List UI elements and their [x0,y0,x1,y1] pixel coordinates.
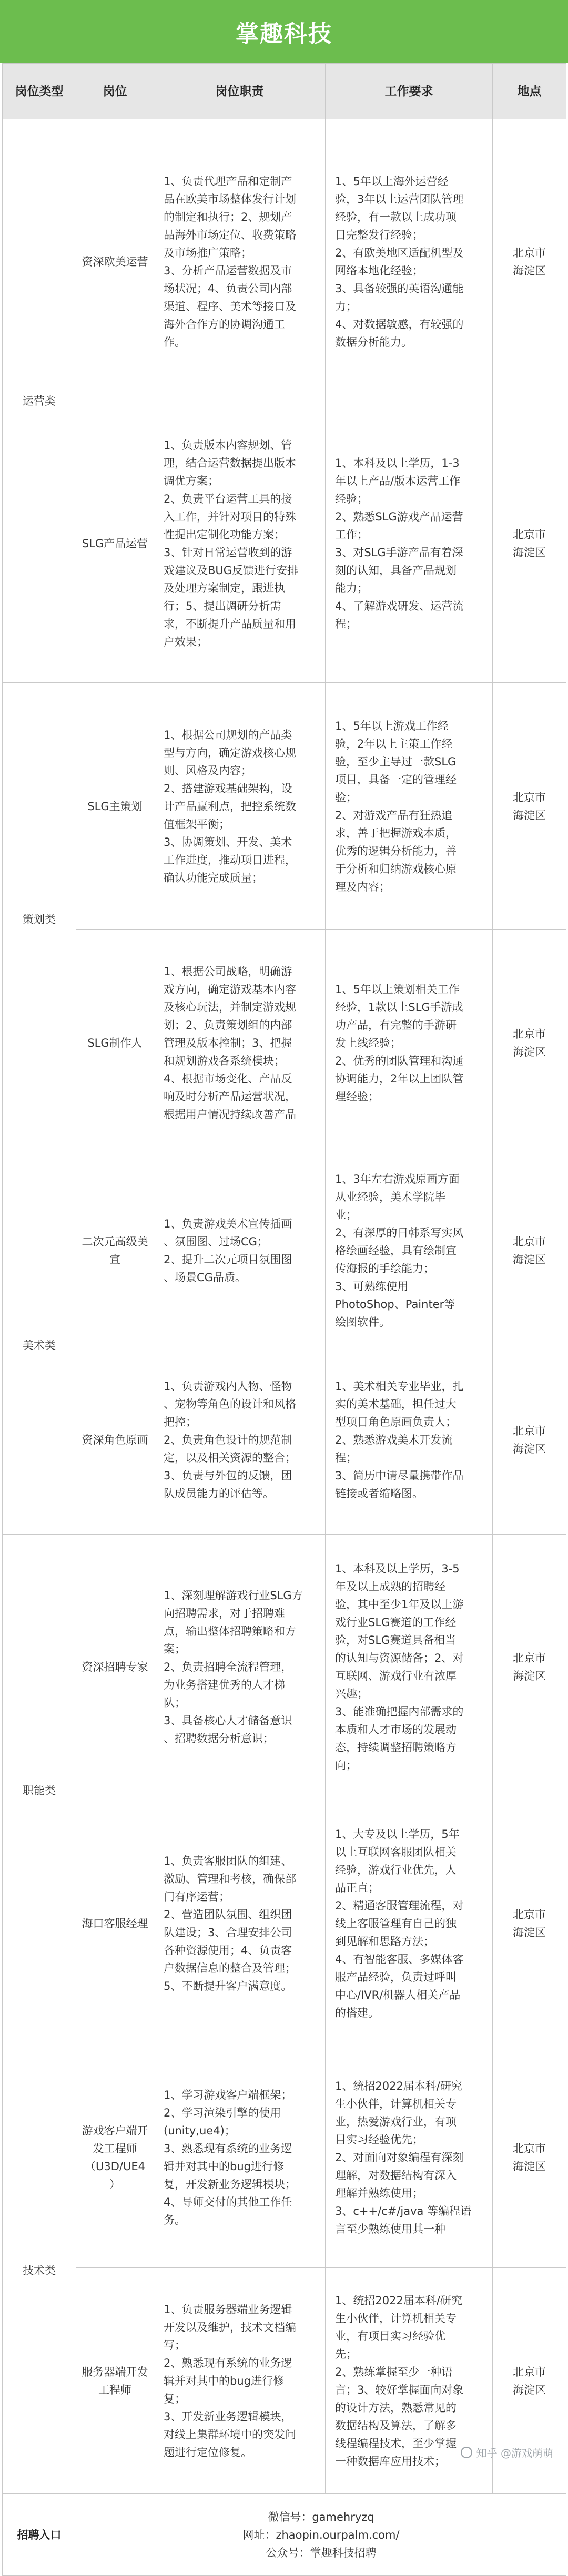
duties-cell [154,2268,326,2494]
position-cell: SLG产品运营 [76,404,154,683]
location-cell: 北京市 海淀区 [493,683,566,930]
watermark [461,2445,553,2460]
table-row [3,1345,566,1535]
category-cell: 技术类 [3,2047,76,2494]
location-cell: 北京市 海淀区 [493,1800,566,2047]
duties-cell [154,2047,326,2268]
requirements-cell [326,1156,493,1345]
location-cell: 北京市 海淀区 [493,1156,566,1345]
table-header-row [3,64,566,119]
jobs-table [2,63,566,2576]
page-title: 掌趣科技 [0,0,568,63]
zhihu-watermark-icon [461,2447,472,2458]
duties-text: 1、负责客服团队的组建、 激励、管理和考核，确保部 门有序运营； 2、营造团队氛围、组织团 队建设；3、合理安排公司 各种资源使用；4、负责客 户数据信息的整合及管理； 5、不断提升客户满意度。 [164,1854,296,1992]
requirements-cell [326,404,493,683]
duties-text: 1、负责服务器端业务逻辑 开发以及维护，技术文档编 写； 2、熟悉现有系统的业务逻 辑并对其中的bug进行修 复； 3、开发新业务逻辑模块， 对线上集群环境中的突发问 题进行定位修复。 [164,2303,296,2459]
duties-text: 1、负责版本内容规划、管 理，结合运营数据提出版本 调优方案； 2、负责平台运营工具的接 入工作，并针对项目的特殊 性提出定制化功能方案； 3、针对日常运营收到的游 戏建议及BUG反馈进行安排 及处理方案制定，跟进执 行；5、提出调研分析需 求，不断提升产品质量和用 户效果； [164,438,299,648]
requirements-cell [326,2268,493,2494]
position-cell: 资深招聘专家 [76,1535,154,1800]
location-cell: 北京市 海淀区 [493,930,566,1156]
category-cell: 策划类 [3,683,76,1156]
duties-cell [154,930,326,1156]
table-row [3,119,566,404]
table-row [3,1800,566,2047]
location-cell: 北京市 海淀区 [493,2268,566,2494]
position-cell: 资深角色原画 [76,1345,154,1535]
duties-text: 1、学习游戏客户端框架； 2、学习渲染引擎的使用 (unity,ue4)； 3、熟悉现有系统的业务逻 辑并对其中的bug进行修 复，开发新业务逻辑模块； 4、导师交付的其他工作任 务。 [164,2088,296,2226]
table-row [3,683,566,930]
table-row [3,2047,566,2268]
position-cell: SLG制作人 [76,930,154,1156]
requirements-cell [326,2047,493,2268]
duties-text: 1、深刻理解游戏行业SLG方 向招聘需求，对于招聘难 点，输出整体招聘策略和方 案； 2、负责招聘全流程管理， 为业务搭建优秀的人才梯 队； 3、具备核心人才储备意识 、招聘数据分析意识； [164,1589,303,1745]
location-cell: 北京市 海淀区 [493,1345,566,1535]
position-cell: SLG主策划 [76,683,154,930]
requirements-cell [326,119,493,404]
location-cell: 北京市 海淀区 [493,404,566,683]
requirements-cell [326,1535,493,1800]
position-cell: 游戏客户端开 发工程师 （U3D/UE4 ） [76,2047,154,2268]
location-cell: 北京市 海淀区 [493,2047,566,2268]
requirements-text: 1、5年以上海外运营经 验，3年以上运营团队管理 经验，有一款以上成功项 目完整发行经验； 2、有欧美地区适配机型及 网络本地化经验； 3、具备较强的英语沟通能 力； 4、对数据敏感，有较强的 数据分析能力。 [335,175,464,349]
table-row [3,1535,566,1800]
requirements-cell [326,1345,493,1535]
duties-text: 1、根据公司规划的产品类 型与方向，确定游戏核心规 则、风格及内容； 2、搭建游戏基础架构，设 计产品赢利点，把控系统数 值框架平衡； 3、协调策划、开发、美术 工作进度，推动项目进程， 确认功能完成质量； [164,728,296,884]
duties-text: 1、负责代理产品和定制产 品在欧美市场整体发行计划 的制定和执行；2、规划产 品海外市场定位、收费策略 及市场推广策略； 3、分析产品运营数据及市 场状况；4、负责公司内部 渠道、程序、美术等接口及 海外合作方的协调沟通工 作。 [164,175,296,349]
header-duties: 岗位职责 [154,64,326,119]
duties-text: 1、负责游戏内人物、怪物 、宠物等角色的设计和风格 把控； 2、负责角色设计的规范制 定，以及相关资源的整合； 3、负责与外包的反馈，团 队成员能力的评估等。 [164,1379,296,1500]
duties-cell [154,1345,326,1535]
position-cell: 资深欧美运营 [76,119,154,404]
table-row [3,404,566,683]
header-location: 地点 [493,64,566,119]
watermark-text: 知乎 @游戏萌萌 [476,2447,553,2459]
duties-cell [154,683,326,930]
requirements-cell [326,683,493,930]
category-cell: 运营类 [3,119,76,683]
header-position: 岗位 [76,64,154,119]
requirements-cell [326,1800,493,2047]
wechat-id: 微信号：gamehryzq [268,2510,374,2523]
duties-cell [154,1156,326,1345]
requirements-text: 1、大专及以上学历，5年 以上互联网客服团队相关 经验，游戏行业优先，人 品正直； 2、精通客服管理流程，对 线上客服管理有自己的独 到见解和思路方法； 4、有智能客服、多媒体客 服产品经验，负责过呼叫 中心/IVR/机器人相关产品 的搭建。 [335,1827,464,2019]
public-account: 公众号：掌趣科技招聘 [266,2546,377,2559]
footer-row [3,2494,566,2576]
footer-contact [76,2494,566,2576]
category-cell: 职能类 [3,1535,76,2047]
duties-cell [154,1800,326,2047]
requirements-text: 1、3年左右游戏原画方面 从业经验，美术学院毕 业； 2、有深厚的日韩系写实风 格绘画经验，具有绘制宣 传海报的手绘能力； 3、可熟练使用 PhotoShop、Painter等 绘图软件。 [335,1172,464,1328]
header-requirements: 工作要求 [326,64,493,119]
requirements-text: 1、美术相关专业毕业，扎 实的美术基础，担任过大 型项目角色原画负责人； 2、熟悉游戏美术开发流 程； 3、简历中请尽量携带作品 链接或者缩略图。 [335,1379,464,1500]
table-row [3,930,566,1156]
requirements-text: 1、统招2022届本科/研究 生小伙伴，计算机相关专 业，热爱游戏行业，有项 目实习经验优先； 2、对面向对象编程有深刻 理解，对数据结构有深入 理解并熟练使用； 3、c++/c#/java 等编程语 言至少熟练使用其一种 [335,2079,472,2235]
category-cell: 美术类 [3,1156,76,1535]
requirements-text: 1、本科及以上学历，1-3 年以上产品/版本运营工作 经验； 2、熟悉SLG游戏产品运营 工作； 3、对SLG手游产品有着深 刻的认知，具备产品规划 能力； 4、了解游戏研发、运营流 程； [335,456,464,630]
duties-text: 1、负责游戏美术宣传插画 、氛围图、过场CG； 2、提升二次元项目氛围图 、场景CG品质。 [164,1217,292,1284]
requirements-text: 1、统招2022届本科/研究 生小伙伴，计算机相关专 业，有项目实习经验优 先； 2、熟练掌握至少一种语 言；3、较好掌握面向对象 的设计方法，熟悉常见的 数据结构及算法，了解多 线程编程技术，至少掌握 一种数据库应用技术； [335,2294,464,2468]
table-row [3,1156,566,1345]
footer-label: 招聘入口 [3,2494,76,2576]
table-row [3,2268,566,2494]
website-link[interactable]: 网址：zhaopin.ourpalm.com/ [242,2528,400,2541]
position-cell: 服务器端开发 工程师 [76,2268,154,2494]
requirements-cell [326,930,493,1156]
position-cell: 二次元高级美 宣 [76,1156,154,1345]
requirements-text: 1、5年以上游戏工作经 验，2年以上主策工作经 验，至少主导过一款SLG 项目，具备一定的管理经 验； 2、对游戏产品有狂热追 求，善于把握游戏本质， 优秀的逻辑分析能力，善 于分析和归纳游戏核心原 理及内容； [335,719,457,893]
location-cell: 北京市 海淀区 [493,119,566,404]
duties-cell [154,119,326,404]
duties-text: 1、根据公司战略，明确游 戏方向，确定游戏基本内容 及核心玩法，并制定游戏规 划；2、负责策划组的内部 管理及版本控制；3、把握 和规划游戏各系统模块； 4、根据市场变化、产品反 响及时分析产品运营状况， 根据用户情况持续改善产品 [164,965,296,1121]
position-cell: 海口客服经理 [76,1800,154,2047]
duties-cell [154,1535,326,1800]
requirements-text: 1、本科及以上学历，3-5 年及以上成熟的招聘经 验，其中至少1年及以上游 戏行业SLG赛道的工作经 验，对SLG赛道具备相当 的认知与资源储备；2、对 互联网、游戏行业有浓厚 兴趣； 3、能准确把握内部需求的 本质和人才市场的发展动 态，持续调整招聘策略方 向； [335,1562,464,1772]
requirements-text: 1、5年以上策划相关工作 经验，1款以上SLG手游成 功产品，有完整的手游研 发上线经验； 2、优秀的团队管理和沟通 协调能力，2年以上团队管 理经验； [335,983,464,1103]
location-cell: 北京市 海淀区 [493,1535,566,1800]
duties-cell [154,404,326,683]
header-category: 岗位类型 [3,64,76,119]
